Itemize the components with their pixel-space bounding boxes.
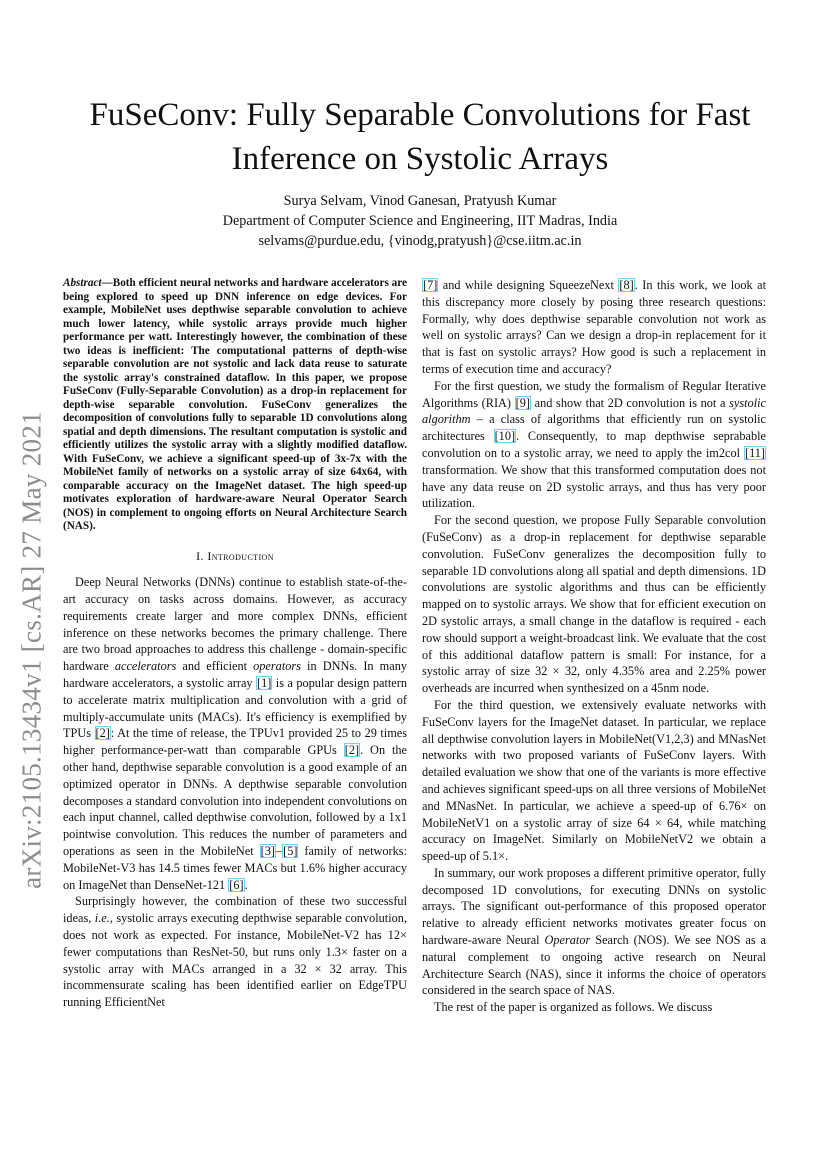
section-heading-introduction	[63, 548, 407, 565]
text-run: , systolic arrays executing depthwise separable convolution, does not work as expected. For instance, MobileNet-V2 has 12× fewer computations than ResNet-50, but runs only 1.3× faster on a systolic array with MACs arranged in a 32 × 32 array. This incommensurate scaling has been identified earlier on EdgeTPU running EfficientNet	[63, 911, 407, 1010]
text-run: Deep Neural Networks (DNNs) continue to establish state-of-the-art accuracy on tasks across domains. However, as accuracy requirements create larger and more complex DNNs, efficient inference on these networks becomes the primary challenge. There are two broad approaches to address this challenge - domain-specific hardware	[63, 575, 407, 674]
text-run: family of networks: MobileNet-V3 has 14.5 times fewer MACs but 1.6% higher accuracy on ImageNet than DenseNet-121	[63, 844, 407, 892]
text-run: – a class of algorithms that efficiently run on systolic architectures	[422, 412, 766, 444]
author-affiliation: Department of Computer Science and Engineering, IIT Madras, India	[222, 213, 618, 229]
text-run: and efficient	[176, 659, 254, 674]
author-block	[60, 191, 780, 251]
intro-paragraph-2a	[63, 893, 407, 1011]
citation-link[interactable]: [7]	[423, 278, 438, 292]
intro-paragraph-4: For the second question, we propose Fully Separable convolution (FuSeConv) as a drop-in replacement for depthwise separable convolution. FuSeConv generalizes the decomposition fully to separable 1D convolutions along all spatial and depth dimensions. 1D convolutions are systolic algorithms and thus can be efficiently mapped on to systolic arrays. We show that for efficient execution on 2D systolic arrays, a small change in the dataflow is required - each row should support a weight-broadcast link. We evaluate that the cost of this additional dataflow pattern is small: For instance, for a systolic array of size 32 × 32, only 4.35% area and 2.25% power overheads are incurred when synthesized on a 45nm node.	[422, 513, 766, 696]
abstract	[63, 277, 407, 534]
text-run: .	[244, 877, 248, 892]
intro-paragraph-3	[422, 378, 766, 512]
citation-link[interactable]: [6]	[229, 877, 244, 892]
abstract-text: —Both efficient neural networks and hardware accelerators are being explored to speed up DNN inference on edge devices. For example, MobileNet uses depthwise separable convolution to achieve much lower latency, while systolic arrays provide much higher performance per watt. Interestingly however, the combination of these two ideas is inefficient: The computational patterns of depth-wise separable convolution are not systolic and lack data reuse to saturate the systolic array's constrained dataflow. In this paper, we propose FuSeConv (Fully-Separable Convolution) as a drop-in replacement for depth-wise separable convolution. FuSeConv generalizes the decomposition of convolutions fully to separable 1D convolutions along spatial and depth dimensions. The resultant computation is systolic and efficiently utilizes the systolic array with a slightly modified dataflow. With FuSeConv, we achieve a significant speed-up of 3x-7x with the MobileNet family of networks on a systolic array of size 64x64, with comparable accuracy on the ImageNet dataset. The high speed-up motivates exploration of hardware-aware Neural Operator Search (NOS) in complement to ongoing efforts on Neural Architecture Search (NAS).	[63, 277, 407, 532]
text-run: . Consequently, to map depthwise seprabable convolution on to a systolic array, we need to apply the im2col	[422, 429, 766, 460]
text-run: In summary, our work proposes a different primitive operator, fully decomposed 1D convolutions, for executing DNNs on systolic arrays. The significant out-performance of this proposed operator relative to already efficient networks motivates greater focus on hardware-aware Neural	[422, 865, 766, 948]
text-run: is a popular design pattern to accelerate matrix multiplication and convolution with a grid of multiply-accumulate units (MACs). It's efficiency is exemplified by TPUs	[63, 676, 407, 741]
text-run: . On the other hand, depthwise separable convolution is a good example of an optimized operator in DNNs. A depthwise separable convolution decomposes a standard convolution into independent convolutions on each input channel, called depthwise convolution, followed by a 1x1 pointwise convolution. This reduces the number of parameters and operations as seen in the MobileNet	[63, 743, 408, 859]
text-run: . In this work, we look at this discrepancy more closely by posing three research questions: Formally, why does depthwise separable convolution not work as well on systolic arrays? Can we design a drop-in replacement for it that is fast on systolic arrays? How good is such a replacement in terms of execution time and accuracy?	[422, 278, 767, 376]
citation-link[interactable]: [1]	[257, 676, 272, 691]
section-number: I.	[196, 548, 204, 563]
paper-title	[60, 93, 780, 181]
abstract-lead: Abstract	[63, 277, 102, 289]
intro-paragraph-7: The rest of the paper is organized as follows. We discuss	[434, 1000, 713, 1015]
citation-link[interactable]: [11]	[744, 445, 765, 460]
emphasis: i.e.	[94, 911, 110, 926]
arxiv-sidebar	[14, 411, 50, 889]
title-line-1: FuSeConv: Fully Separable Convolutions for Fast	[89, 97, 751, 133]
author-names: Surya Selvam, Vinod Ganesan, Pratyush Kumar	[283, 193, 557, 209]
left-column	[63, 277, 407, 1011]
emphasis: Operator	[544, 933, 591, 948]
citation-link[interactable]: [10]	[494, 429, 516, 444]
citation-link[interactable]: [8]	[619, 278, 634, 292]
text-run: Search (NOS). We see NOS as a natural complement to ongoing active research on Neural Architecture Search (NAS), since it informs the choice of operators considered in the search space of NAS.	[422, 933, 766, 998]
section-title: Introduction	[207, 548, 274, 563]
text-run: and show that 2D convolution is not a	[531, 395, 730, 410]
citation-link[interactable]: [2]	[95, 726, 110, 741]
text-run: : At the time of release, the TPUv1 provided 25 to 29 times higher performance-per-watt than comparable GPUs	[63, 726, 407, 758]
intro-paragraph-6	[422, 865, 766, 999]
emphasis: systolic algorithm	[422, 395, 766, 427]
intro-paragraph-1	[63, 574, 407, 893]
citation-link[interactable]: [3]	[260, 844, 275, 859]
emphasis: operators	[253, 659, 301, 674]
title-line-2: Inference on Systolic Arrays	[231, 141, 609, 177]
arxiv-identifier: arXiv:2105.13434v1 [cs.AR] 27 May 2021	[16, 411, 47, 889]
intro-paragraph-5: For the third question, we extensively evaluate networks with FuSeConv layers for the ImageNet dataset. In particular, we replace all depthwise convolution layers in MobileNet(V1,2,3) and MNasNet networks with two proposed variants of FuSeConv layers. With detailed evaluation we show that one of the variants is more effective and achieves significant speed-ups on all three versions of MobileNet and MNasNet. In particular, we achieve a speed-up of 6.76× on MobileNetV1 on a systolic array of size 64 × 64, while matching accuracy on ImageNet. Similarly on MobileNetV2 we obtain a speed-up of 5.1×.	[422, 697, 766, 864]
right-column	[422, 277, 766, 1016]
citation-link[interactable]: [9]	[515, 395, 531, 410]
text-run: in DNNs. In many hardware accelerators, a systolic array	[63, 659, 407, 691]
text-run: For the first question, we study the formalism of Regular Iterative Algorithms (RIA)	[422, 378, 766, 410]
text-run: Surprisingly however, the combination of these two successful ideas,	[63, 894, 407, 926]
text-run: –	[275, 844, 283, 859]
citation-link[interactable]: [2]	[344, 743, 360, 758]
intro-paragraph-2b	[422, 277, 766, 378]
citation-link[interactable]: [5]	[283, 844, 298, 859]
text-run: transformation. We show that this transformed computation does not have any data reuse on 2D systolic arrays, and thus has very poor utilization.	[422, 462, 766, 511]
emphasis: accelerators	[114, 659, 177, 674]
text-run: and while designing SqueezeNext	[438, 278, 619, 292]
author-emails: selvams@purdue.edu, {vinodg,pratyush}@cse.iitm.ac.in	[258, 233, 582, 249]
